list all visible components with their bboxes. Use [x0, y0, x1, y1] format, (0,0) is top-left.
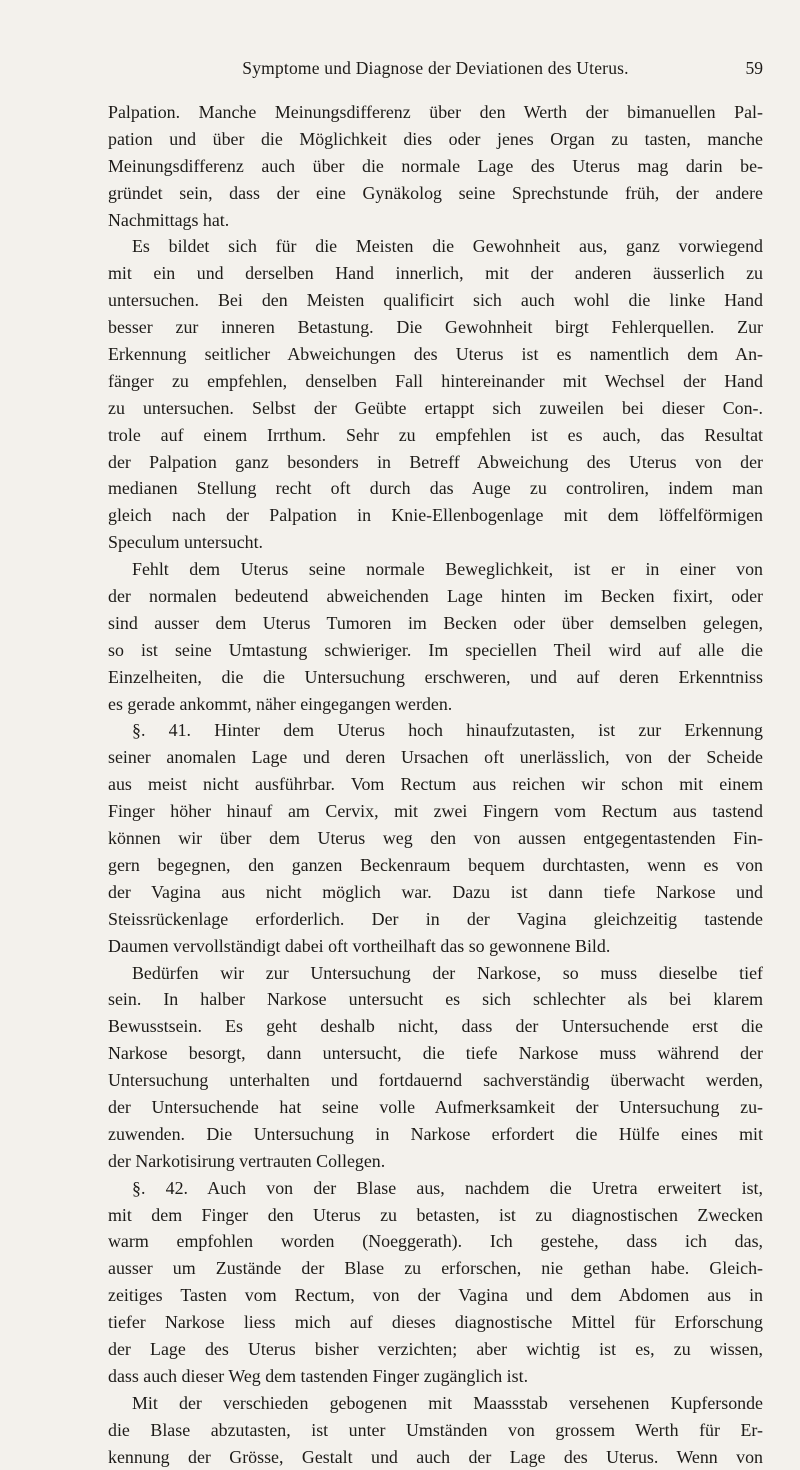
text-line: Bewusstsein. Es geht deshalb nicht, dass der Untersuchende erst die: [108, 1016, 763, 1037]
text-line: zuwenden. Die Untersuchung in Narkose erfordert die Hülfe eines mit: [108, 1123, 763, 1144]
text-line: so ist seine Umtastung schwieriger. Im speciellen Theil wird auf alle die: [108, 639, 763, 660]
text-line: der Narkotisirung vertrauten Collegen.: [108, 1150, 386, 1171]
text-line: der Vagina aus nicht möglich war. Dazu ist dann tiefe Narkose und: [108, 881, 763, 902]
text-line: der normalen bedeutend abweichenden Lage hinten im Becken fixirt, oder: [108, 586, 763, 607]
text-line: gleich nach der Palpation in Knie-Ellenbogenlage mit dem löffelförmigen: [108, 505, 763, 526]
text-line: besser zur inneren Betastung. Die Gewohnheit birgt Fehlerquellen. Zur: [108, 317, 763, 338]
text-line: Finger höher hinauf am Cervix, mit zwei Fingern vom Rectum aus tastend: [108, 801, 763, 822]
text-line: mit dem Finger den Uterus zu betasten, ist zu diagnostischen Zwecken: [108, 1204, 763, 1225]
text-line: Meinungsdifferenz auch über die normale Lage des Uterus mag darin be-: [108, 155, 763, 176]
text-line: der Palpation ganz besonders in Betreff Abweichung des Uterus von der: [108, 451, 763, 472]
text-line: der Lage des Uterus bisher verzichten; aber wichtig ist es, zu wissen,: [108, 1338, 763, 1359]
text-line: pation und über die Möglichkeit dies oder jenes Organ zu tasten, manche: [108, 128, 763, 149]
text-line: Es bildet sich für die Meisten die Gewohnheit aus, ganz vorwiegend: [132, 236, 763, 257]
text-line: mit ein und derselben Hand innerlich, mit der anderen äusserlich zu: [108, 263, 763, 284]
text-line: fänger zu empfehlen, denselben Fall hintereinander mit Wechsel der Hand: [108, 370, 763, 391]
text-line: Daumen vervollständigt dabei oft vortheilhaft das so gewonnene Bild.: [108, 935, 611, 956]
text-line: kennung der Grösse, Gestalt und auch der Lage des Uterus. Wenn von: [108, 1446, 763, 1467]
text-line: sein. In halber Narkose untersucht es sich schlechter als bei klarem: [108, 989, 763, 1010]
text-line: Steissrückenlage erforderlich. Der in der Vagina gleichzeitig tastende: [108, 908, 763, 929]
body-text: [108, 99, 763, 1470]
text-line: medianen Stellung recht oft durch das Auge zu controliren, indem man: [108, 478, 763, 499]
text-line: es gerade ankommt, näher eingegangen werden.: [108, 693, 453, 714]
text-line: untersuchen. Bei den Meisten qualificirt sich auch wohl die linke Hand: [108, 290, 763, 311]
text-line: trole auf einem Irrthum. Sehr zu empfehlen ist es auch, das Resultat: [108, 424, 763, 445]
page-header: [108, 58, 763, 80]
text-line: seiner anomalen Lage und deren Ursachen oft unerlässlich, von der Scheide: [108, 747, 763, 768]
text-line: gründet sein, dass der eine Gynäkolog seine Sprechstunde früh, der andere: [108, 182, 763, 203]
text-line: die Blase abzutasten, ist unter Umständen von grossem Werth für Er-: [108, 1419, 763, 1440]
text-line: tiefer Narkose liess mich auf dieses diagnostische Mittel für Erforschung: [108, 1312, 763, 1333]
text-line: Nachmittags hat.: [108, 209, 230, 230]
text-line: können wir über dem Uterus weg den von aussen entgegentastenden Fin-: [108, 828, 763, 849]
text-line: Erkennung seitlicher Abweichungen des Uterus ist es namentlich dem An-: [108, 344, 763, 365]
text-line: sind ausser dem Uterus Tumoren im Becken oder über demselben gelegen,: [108, 612, 763, 633]
text-line: Bedürfen wir zur Untersuchung der Narkose, so muss dieselbe tief: [132, 962, 763, 983]
text-line: §. 41. Hinter dem Uterus hoch hinaufzutasten, ist zur Erkennung: [132, 720, 763, 741]
running-title: Symptome und Diagnose der Deviationen des Uterus.: [242, 58, 629, 78]
text-line: Speculum untersucht.: [108, 532, 264, 553]
text-line: Untersuchung unterhalten und fortdauernd sachverständig überwacht werden,: [108, 1070, 763, 1091]
text-line: zu untersuchen. Selbst der Geübte ertappt sich zuweilen bei dieser Con-.: [108, 397, 763, 418]
text-line: zeitiges Tasten vom Rectum, von der Vagina und dem Abdomen aus in: [108, 1285, 763, 1306]
text-line: Palpation. Manche Meinungsdifferenz über den Werth der bimanuellen Pal-: [108, 102, 763, 122]
text-line: Mit der verschieden gebogenen mit Maassstab versehenen Kupfersonde: [132, 1392, 763, 1413]
text-line: warm empfohlen worden (Noeggerath). Ich gestehe, dass ich das,: [108, 1231, 763, 1252]
text-line: Fehlt dem Uterus seine normale Beweglichkeit, ist er in einer von: [132, 559, 763, 580]
text-line: §. 42. Auch von der Blase aus, nachdem die Uretra erweitert ist,: [132, 1177, 763, 1198]
page-number: 59: [745, 58, 763, 78]
text-line: der Untersuchende hat seine volle Aufmerksamkeit der Untersuchung zu-: [108, 1096, 763, 1117]
text-line: Einzelheiten, die die Untersuchung erschweren, und auf deren Erkenntniss: [108, 666, 763, 687]
text-line: ausser um Zustände der Blase zu erforschen, nie gethan habe. Gleich-: [108, 1258, 763, 1279]
text-line: dass auch dieser Weg dem tastenden Finger zugänglich ist.: [108, 1365, 529, 1386]
text-line: aus meist nicht ausführbar. Vom Rectum aus reichen wir schon mit einem: [108, 774, 763, 795]
text-line: Narkose besorgt, dann untersucht, die tiefe Narkose muss während der: [108, 1043, 763, 1064]
text-line: gern begegnen, den ganzen Beckenraum bequem durchtasten, wenn es von: [108, 854, 763, 875]
